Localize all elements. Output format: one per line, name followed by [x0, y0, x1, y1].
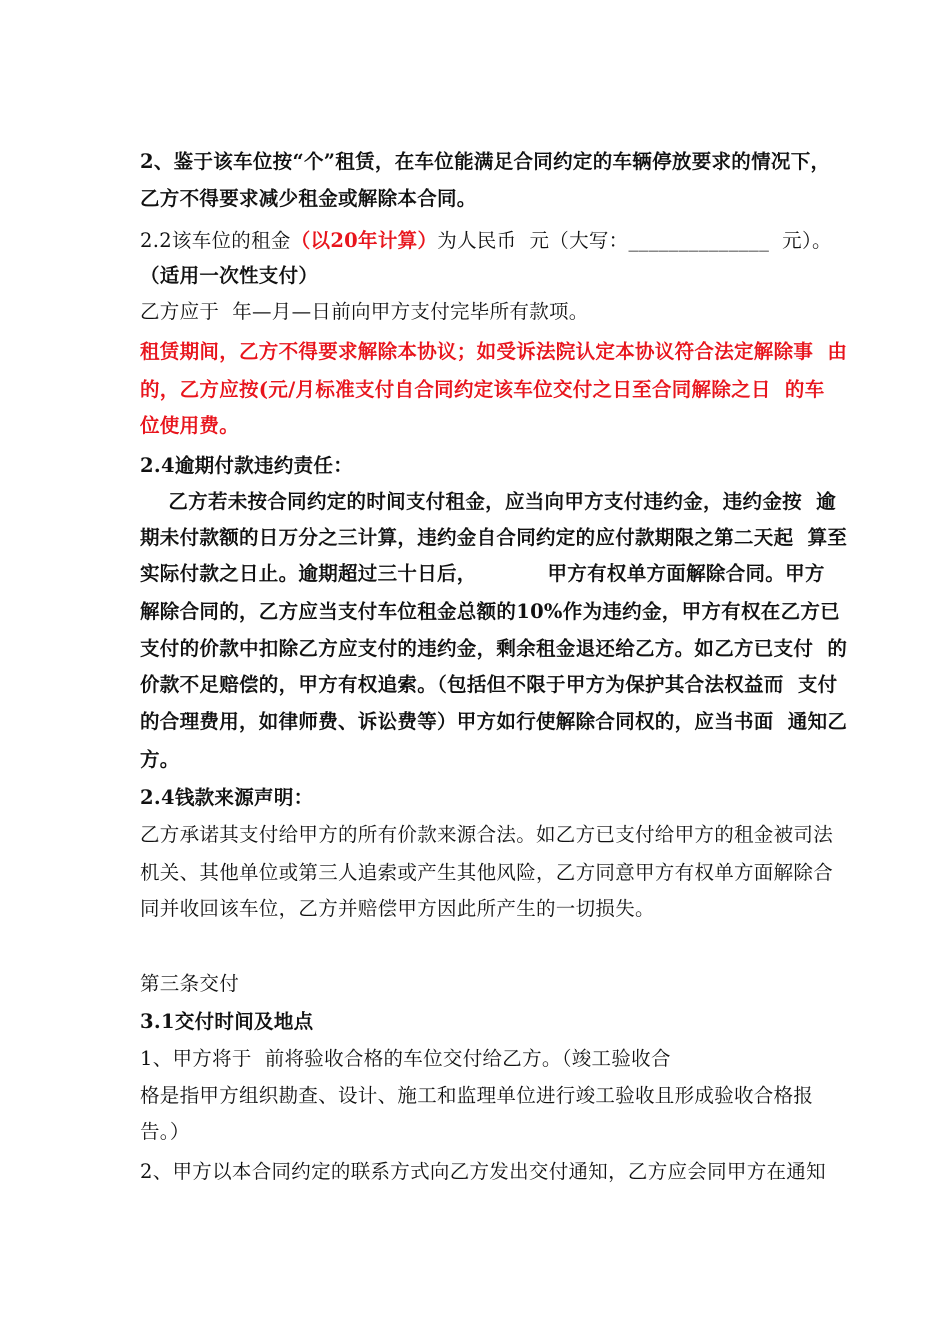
rent-amount-line [140, 229, 832, 253]
overdue-paragraph-line: 方。 [140, 748, 180, 771]
overdue-paragraph-line: 价款不足赔偿的，甲方有权追索。（包括但不限于甲方为保护其合法权益而 支付 [140, 673, 838, 696]
termination-clause-line: 租赁期间，乙方不得要求解除本协议；如受诉法院认定本协议符合法定解除事 由 [140, 340, 848, 363]
fund-source-paragraph-line: 乙方承诺其支付给甲方的所有价款来源合法。如乙方已支付给甲方的租金被司法 [140, 823, 834, 846]
overdue-paragraph-line: 期未付款额的日万分之三计算，违约金自合同约定的应付款期限之第二天起 算至 [140, 526, 848, 549]
section-heading-fund-source: 2.4钱款来源声明： [140, 786, 314, 809]
fund-source-paragraph-line: 同并收回该车位，乙方并赔偿甲方因此所产生的一切损失。 [140, 897, 655, 920]
termination-clause-line: 的，乙方应按(元/月标准支付自合同约定该车位交付之日至合同解除之日 的车 [140, 378, 825, 401]
delivery-paragraph-line: 格是指甲方组织勘查、设计、施工和监理单位进行竣工验收且形成验收合格报 [140, 1084, 814, 1107]
overdue-paragraph-line: 解除合同的，乙方应当支付车位租金总额的10%作为违约金，甲方有权在乙方已 [140, 600, 840, 623]
overdue-paragraph-line: 支付的价款中扣除乙方应支付的违约金，剩余租金退还给乙方。如乙方已支付 的 [140, 637, 848, 660]
clause-2-paragraph-line: 乙方不得要求减少租金或解除本合同。 [140, 187, 477, 210]
article-3-title: 第三条交付 [140, 972, 240, 995]
overdue-paragraph-line: 的合理费用，如律师费、诉讼费等）甲方如行使解除合同权的，应当书面 通知乙 [140, 710, 848, 733]
payment-type-heading: （适用一次性支付） [140, 264, 319, 287]
rent-term-note: （以20年计算） [290, 229, 438, 252]
delivery-notice-line: 2、甲方以本合同约定的联系方式向乙方发出交付通知，乙方应会同甲方在通知 [140, 1160, 826, 1183]
payment-deadline-line: 乙方应于 年—月—日前向甲方支付完毕所有款项。 [140, 300, 589, 323]
clause-2-paragraph-line: 2、鉴于该车位按“个”租赁，在车位能满足合同约定的车辆停放要求的情况下， [140, 150, 831, 173]
fund-source-paragraph-line: 机关、其他单位或第三人追索或产生其他风险，乙方同意甲方有权单方面解除合 [140, 861, 834, 884]
rent-label: 2.2该车位的租金 [140, 229, 291, 252]
overdue-paragraph-line: 乙方若未按合同约定的时间支付租金，应当向甲方支付违约金，违约金按 逾 [140, 490, 836, 513]
termination-clause-line: 位使用费。 [140, 414, 240, 437]
section-heading-delivery-time: 3.1交付时间及地点 [140, 1010, 314, 1033]
delivery-paragraph-line: 1、甲方将于 前将验收合格的车位交付给乙方。（竣工验收合 [140, 1047, 671, 1070]
section-heading-overdue-payment: 2.4逾期付款违约责任： [140, 454, 354, 477]
rent-amount-blank: 为人民币 元（大写：______________ 元）。 [437, 229, 832, 252]
delivery-paragraph-line: 告。） [140, 1120, 190, 1143]
overdue-paragraph-line: 实际付款之日止。逾期超过三十日后， 甲方有权单方面解除合同。甲方 [140, 562, 825, 585]
